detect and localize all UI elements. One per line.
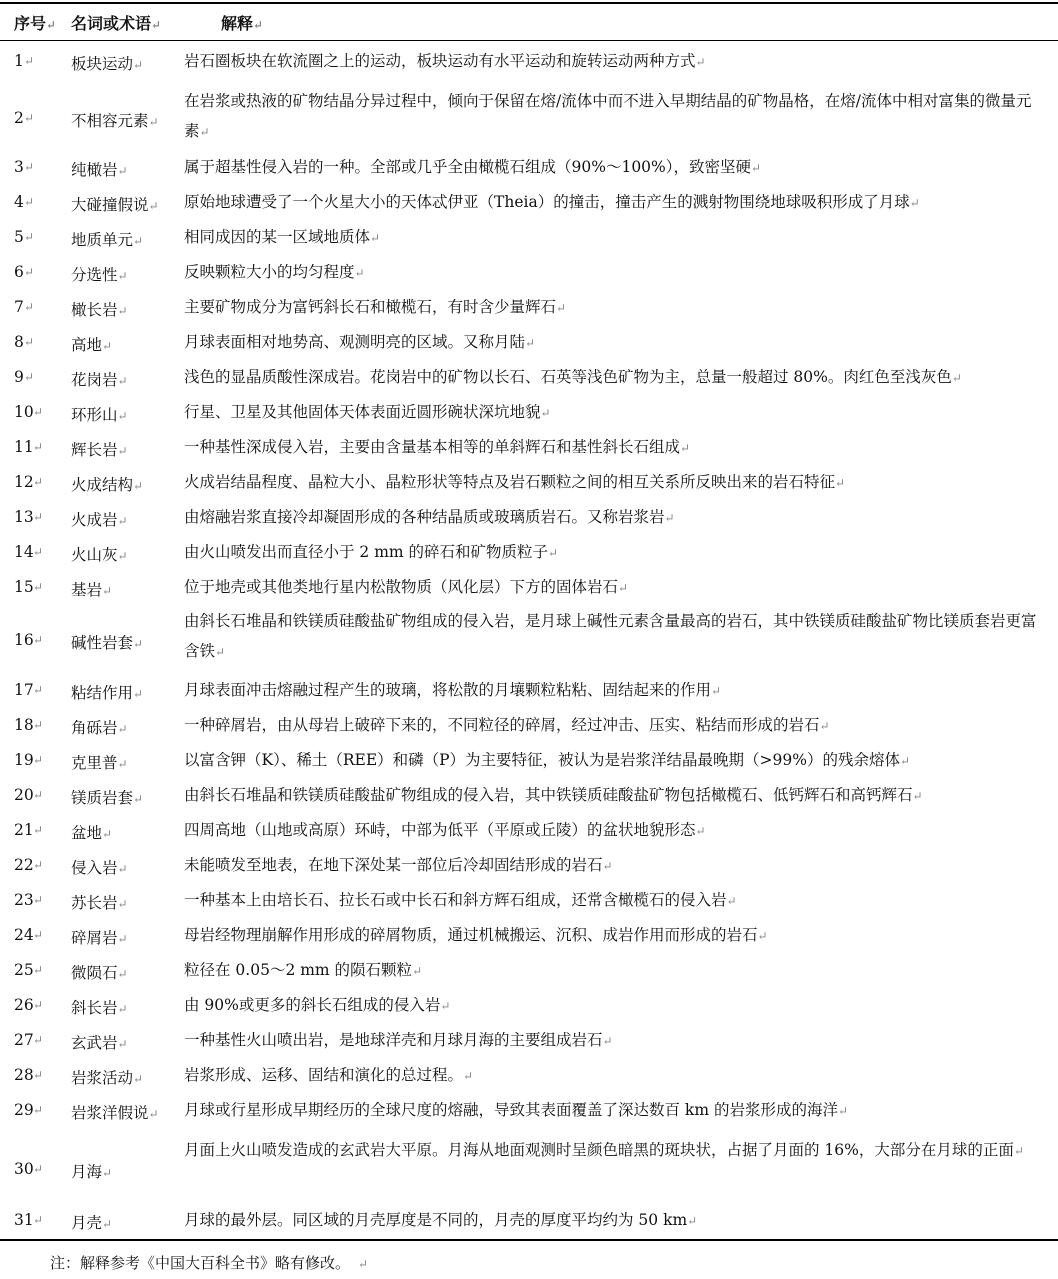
row-number: 31 — [14, 1211, 34, 1229]
row-definition — [184, 46, 1046, 77]
row-number: 30 — [14, 1160, 34, 1178]
paragraph-mark: ↵ — [687, 1214, 698, 1228]
row-number: 4 — [14, 193, 24, 211]
row-number: 16 — [14, 631, 34, 649]
row-term — [71, 1066, 143, 1088]
table-header-rule — [0, 40, 1058, 41]
paragraph-mark: ↵ — [540, 406, 551, 420]
paragraph-mark: ↵ — [117, 932, 128, 946]
paragraph-mark: ↵ — [117, 722, 128, 736]
row-term — [71, 578, 112, 600]
paragraph-mark: ↵ — [215, 645, 226, 659]
header-num: 序号↵ — [14, 14, 57, 33]
row-term — [71, 403, 128, 425]
table-row — [0, 222, 1058, 257]
definition-text: 主要矿物成分为富钙斜长石和橄榄石，有时含少量辉石 — [184, 298, 557, 316]
paragraph-mark: ↵ — [133, 1072, 144, 1086]
paragraph-mark: ↵ — [556, 301, 567, 315]
table-row — [0, 327, 1058, 362]
table-row — [0, 990, 1058, 1025]
paragraph-mark: ↵ — [33, 633, 44, 647]
row-term — [71, 193, 159, 215]
row-term — [71, 333, 112, 355]
row-definition — [184, 885, 1046, 916]
definition-text: 由熔融岩浆直接冷却凝固形成的各种结晶质或玻璃质岩石。又称岩浆岩 — [184, 508, 665, 526]
term-text: 盆地 — [71, 824, 103, 842]
table-row — [0, 955, 1058, 990]
table-row — [0, 710, 1058, 745]
row-definition — [184, 327, 1046, 358]
paragraph-mark: ↵ — [33, 1103, 44, 1117]
paragraph-mark: ↵ — [354, 266, 365, 280]
paragraph-mark: ↵ — [33, 1033, 44, 1047]
table-row — [0, 257, 1058, 292]
table-row — [0, 1060, 1058, 1095]
paragraph-mark: ↵ — [33, 998, 44, 1012]
table-row — [0, 187, 1058, 222]
paragraph-mark: ↵ — [24, 300, 35, 314]
paragraph-mark: ↵ — [148, 1107, 159, 1121]
definition-text: 位于地壳或其他类地行星内松散物质（风化层）下方的固体岩石 — [184, 578, 619, 596]
row-number: 29 — [14, 1101, 34, 1119]
row-definition — [184, 780, 1046, 811]
paragraph-mark: ↵ — [33, 475, 44, 489]
term-text: 克里普 — [71, 754, 118, 772]
term-text: 基岩 — [71, 581, 103, 599]
row-term — [71, 1031, 128, 1053]
table-row — [0, 885, 1058, 920]
paragraph-mark: ↵ — [695, 55, 706, 69]
table-row — [0, 152, 1058, 187]
paragraph-mark: ↵ — [711, 684, 722, 698]
definition-text: 未能喷发至地表，在地下深处某一部位后冷却固结形成的岩石 — [184, 856, 603, 874]
definition-text: 由斜长石堆晶和铁镁质硅酸盐矿物组成的侵入岩，其中铁镁质硅酸盐矿物包括橄榄石、低钙辉石和高钙辉石 — [184, 786, 913, 804]
table-row — [0, 608, 1058, 675]
term-text: 高地 — [71, 336, 103, 354]
paragraph-mark: ↵ — [33, 1068, 44, 1082]
definition-text: 岩石圈板块在软流圈之上的运动，板块运动有水平运动和旋转运动两种方式 — [184, 52, 696, 70]
row-definition — [184, 1205, 1046, 1236]
row-number: 15 — [14, 578, 34, 596]
row-term — [71, 681, 143, 703]
row-definition — [184, 990, 1046, 1021]
table-row — [0, 537, 1058, 572]
row-definition — [184, 152, 1046, 183]
row-term — [71, 473, 143, 495]
paragraph-mark: ↵ — [148, 199, 159, 213]
paragraph-mark: ↵ — [117, 269, 128, 283]
paragraph-mark: ↵ — [680, 441, 691, 455]
row-term — [71, 961, 128, 983]
paragraph-mark: ↵ — [33, 858, 44, 872]
row-term — [71, 926, 128, 948]
term-text: 岩浆活动 — [71, 1069, 134, 1087]
row-definition — [184, 920, 1046, 951]
row-definition — [184, 292, 1046, 323]
paragraph-mark: ↵ — [117, 374, 128, 388]
table-row — [0, 815, 1058, 850]
row-number: 1 — [14, 52, 24, 70]
row-definition — [184, 537, 1046, 568]
paragraph-mark: ↵ — [133, 479, 144, 493]
paragraph-mark: ↵ — [412, 964, 423, 978]
definition-text: 月面上火山喷发造成的玄武岩大平原。月海从地面观测时呈颜色暗黑的斑块状，占据了月面的 16%，大部分在月球的正面 — [184, 1141, 1014, 1159]
definition-text: 原始地球遭受了一个火星大小的天体忒伊亚（Theia）的撞击，撞击产生的溅射物围绕地球吸积形成了月球 — [184, 193, 910, 211]
term-text: 粘结作用 — [71, 684, 134, 702]
paragraph-mark: ↵ — [102, 827, 113, 841]
paragraph-mark: ↵ — [102, 1166, 113, 1180]
row-number: 21 — [14, 821, 34, 839]
paragraph-mark: ↵ — [726, 894, 737, 908]
paragraph-mark: ↵ — [117, 164, 128, 178]
table-row — [0, 362, 1058, 397]
definition-text: 月球的最外层。同区域的月壳厚度是不同的，月壳的厚度平均约为 50 km — [184, 1211, 688, 1229]
row-definition — [184, 572, 1046, 603]
row-term — [71, 263, 128, 285]
row-number: 5 — [14, 228, 24, 246]
paragraph-mark: ↵ — [133, 637, 144, 651]
table-row — [0, 467, 1058, 502]
paragraph-mark: ↵ — [102, 339, 113, 353]
row-definition — [184, 432, 1046, 463]
paragraph-mark: ↵ — [525, 336, 536, 350]
paragraph-mark: ↵ — [751, 161, 762, 175]
row-number: 14 — [14, 543, 34, 561]
term-text: 环形山 — [71, 406, 118, 424]
paragraph-mark: ↵ — [102, 1217, 113, 1231]
term-text: 岩浆洋假说 — [71, 1104, 149, 1122]
paragraph-mark: ↵ — [912, 789, 923, 803]
definition-text: 属于超基性侵入岩的一种。全部或几乎全由橄榄石组成（90%～100%），致密坚硬 — [184, 158, 752, 176]
paragraph-mark: ↵ — [117, 862, 128, 876]
paragraph-mark: ↵ — [148, 115, 159, 129]
paragraph-mark: ↵ — [133, 58, 144, 72]
paragraph-mark: ↵ — [24, 265, 35, 279]
paragraph-mark: ↵ — [900, 754, 911, 768]
paragraph-mark: ↵ — [548, 546, 559, 560]
paragraph-mark: ↵ — [33, 405, 44, 419]
paragraph-mark: ↵ — [117, 967, 128, 981]
row-number: 27 — [14, 1031, 34, 1049]
term-text: 不相容元素 — [71, 112, 149, 130]
definition-text: 反映颗粒大小的均匀程度 — [184, 263, 355, 281]
term-text: 碱性岩套 — [71, 634, 134, 652]
definition-text: 月球表面相对地势高、观测明亮的区域。又称月陆 — [184, 333, 526, 351]
paragraph-mark: ↵ — [370, 231, 381, 245]
row-definition — [184, 815, 1046, 846]
table-row — [0, 1205, 1058, 1240]
paragraph-mark: ↵ — [33, 1162, 44, 1176]
definition-text: 一种基本上由培长石、拉长石或中长石和斜方辉石组成，还常含橄榄石的侵入岩 — [184, 891, 727, 909]
paragraph-mark: ↵ — [33, 718, 44, 732]
paragraph-mark: ↵ — [819, 719, 830, 733]
paragraph-mark: ↵ — [117, 757, 128, 771]
paragraph-mark: ↵ — [951, 371, 962, 385]
row-number: 11 — [14, 438, 34, 456]
row-term — [71, 52, 143, 74]
paragraph-mark: ↵ — [33, 823, 44, 837]
row-definition — [184, 1060, 1046, 1091]
paragraph-mark: ↵ — [602, 1034, 613, 1048]
table-row — [0, 46, 1058, 81]
paragraph-mark: ↵ — [33, 545, 44, 559]
definition-text: 浅色的显晶质酸性深成岩。花岗岩中的矿物以长石、石英等浅色矿物为主，总量一般超过 80%。肉红色至浅灰色 — [184, 368, 952, 386]
definition-text: 岩浆形成、运移、固结和演化的总过程。 — [184, 1066, 464, 1084]
paragraph-mark: ↵ — [24, 230, 35, 244]
row-number: 26 — [14, 996, 34, 1014]
row-definition — [184, 710, 1046, 741]
table-row — [0, 850, 1058, 885]
header-def: 解释↵ — [221, 14, 264, 33]
row-number: 7 — [14, 298, 24, 316]
row-definition — [184, 850, 1046, 881]
row-number: 6 — [14, 263, 24, 281]
paragraph-mark: ↵ — [33, 788, 44, 802]
row-number: 3 — [14, 158, 24, 176]
row-term — [71, 438, 128, 460]
row-definition — [184, 955, 1046, 986]
paragraph-mark: ↵ — [33, 963, 44, 977]
table-row — [0, 502, 1058, 537]
paragraph-mark: ↵ — [24, 370, 35, 384]
table-header — [0, 0, 1058, 41]
row-term — [71, 996, 128, 1018]
definition-text: 由火山喷发出而直径小于 2 mm 的碎石和矿物质粒子 — [184, 543, 549, 561]
row-definition — [184, 362, 1046, 393]
table-row — [0, 572, 1058, 607]
paragraph-mark: ↵ — [24, 160, 35, 174]
row-definition — [184, 1025, 1046, 1056]
paragraph-mark: ↵ — [33, 440, 44, 454]
table-row — [0, 1095, 1058, 1137]
definition-text: 一种碎屑岩，由从母岩上破碎下来的，不同粒径的碎屑，经过冲击、压实、粘结而形成的岩石 — [184, 716, 820, 734]
paragraph-mark: ↵ — [33, 1213, 44, 1227]
paragraph-mark: ↵ — [33, 893, 44, 907]
paragraph-mark: ↵ — [117, 304, 128, 318]
row-term — [71, 543, 128, 565]
row-number: 22 — [14, 856, 34, 874]
table-row — [0, 397, 1058, 432]
paragraph-mark: ↵ — [618, 581, 629, 595]
paragraph-mark: ↵ — [117, 409, 128, 423]
row-term — [71, 821, 112, 843]
paragraph-mark: ↵ — [463, 1069, 474, 1083]
row-definition — [184, 1095, 1046, 1126]
definition-text: 由 90%或更多的斜长石组成的侵入岩 — [184, 996, 441, 1014]
row-term — [71, 298, 128, 320]
definition-text: 由斜长石堆晶和铁镁质硅酸盐矿物组成的侵入岩，是月球上碱性元素含量最高的岩石，其中铁镁质硅酸盐矿物比镁质套岩更富含铁 — [184, 612, 1037, 660]
paragraph-mark: ↵ — [24, 111, 35, 125]
paragraph-mark: ↵ — [117, 549, 128, 563]
paragraph-mark: ↵ — [33, 510, 44, 524]
row-number: 9 — [14, 368, 24, 386]
table-row — [0, 745, 1058, 780]
paragraph-mark: ↵ — [117, 1037, 128, 1051]
paragraph-mark: ↵ — [909, 196, 920, 210]
row-term — [71, 786, 143, 808]
term-text: 角砾岩 — [71, 719, 118, 737]
definition-text: 一种基性火山喷出岩，是地球洋壳和月球月海的主要组成岩石 — [184, 1031, 603, 1049]
row-definition — [184, 745, 1046, 776]
row-term — [71, 856, 128, 878]
row-term — [71, 109, 159, 131]
table-row — [0, 1137, 1058, 1205]
term-text: 镁质岩套 — [71, 789, 134, 807]
paragraph-mark: ↵ — [117, 1002, 128, 1016]
definition-text: 行星、卫星及其他固体天体表面近圆形碗状深坑地貌 — [184, 403, 541, 421]
term-text: 侵入岩 — [71, 859, 118, 877]
paragraph-mark: ↵ — [33, 580, 44, 594]
row-number: 13 — [14, 508, 34, 526]
paragraph-mark: ↵ — [24, 54, 35, 68]
paragraph-mark: ↵ — [835, 476, 846, 490]
row-term — [71, 751, 128, 773]
term-text: 玄武岩 — [71, 1034, 118, 1052]
paragraph-mark: ↵ — [133, 792, 144, 806]
row-number: 18 — [14, 716, 34, 734]
definition-text: 一种基性深成侵入岩，主要由含量基本相等的单斜辉石和基性斜长石组成 — [184, 438, 681, 456]
paragraph-mark: ↵ — [24, 195, 35, 209]
row-number: 12 — [14, 473, 34, 491]
row-number: 19 — [14, 751, 34, 769]
row-definition — [184, 187, 1046, 218]
row-definition — [184, 222, 1046, 253]
term-text: 斜长岩 — [71, 999, 118, 1017]
definition-text: 在岩浆或热液的矿物结晶分异过程中，倾向于保留在熔/流体中而不进入早期结晶的矿物晶格，在熔/流体中相对富集的微量元素 — [184, 92, 1032, 140]
term-text: 月海 — [71, 1163, 103, 1181]
row-term — [71, 631, 143, 653]
term-text: 月壳 — [71, 1214, 103, 1232]
row-number: 24 — [14, 926, 34, 944]
row-term — [71, 1160, 112, 1182]
paragraph-mark: ↵ — [24, 335, 35, 349]
paragraph-mark: ↵ — [1013, 1144, 1024, 1158]
paragraph-mark: ↵ — [695, 824, 706, 838]
row-number: 25 — [14, 961, 34, 979]
header-term: 名词或术语↵ — [71, 14, 162, 33]
definition-text: 月球表面冲击熔融过程产生的玻璃，将松散的月壤颗粒粘粘、固结起来的作用 — [184, 681, 712, 699]
term-text: 微陨石 — [71, 964, 118, 982]
definition-text: 月球或行星形成早期经历的全球尺度的熔融，导致其表面覆盖了深达数百 km 的岩浆形成的海洋 — [184, 1101, 838, 1119]
paragraph-mark: ↵ — [837, 1104, 849, 1118]
table-bottom-rule — [0, 1239, 1058, 1241]
table-row — [0, 88, 1058, 152]
table-row — [0, 292, 1058, 327]
table-row — [0, 920, 1058, 955]
definition-text: 火成岩结晶程度、晶粒大小、晶粒形状等特点及岩石颗粒之间的相互关系所反映出来的岩石特征 — [184, 473, 836, 491]
row-number: 2 — [14, 109, 24, 127]
term-text: 板块运动 — [71, 55, 134, 73]
term-text: 苏长岩 — [71, 894, 118, 912]
row-number: 23 — [14, 891, 34, 909]
row-definition — [184, 606, 1046, 667]
row-term — [71, 158, 128, 180]
row-definition — [184, 257, 1046, 288]
paragraph-mark: ↵ — [117, 514, 128, 528]
definition-text: 粒径在 0.05～2 mm 的陨石颗粒 — [184, 961, 413, 979]
row-term — [71, 891, 128, 913]
row-number: 28 — [14, 1066, 34, 1084]
row-term — [71, 508, 128, 530]
term-text: 分选性 — [71, 266, 118, 284]
paragraph-mark: ↵ — [33, 683, 44, 697]
row-number: 20 — [14, 786, 34, 804]
row-definition — [184, 502, 1046, 533]
footnote: 注：解释参考《中国大百科全书》略有修改。 ↵ — [50, 1254, 369, 1272]
term-text: 纯橄岩 — [71, 161, 118, 179]
paragraph-mark: ↵ — [117, 897, 128, 911]
paragraph-mark: ↵ — [440, 999, 451, 1013]
definition-text: 四周高地（山地或高原）环峙，中部为低平（平原或丘陵）的盆状地貌形态 — [184, 821, 696, 839]
table-row — [0, 780, 1058, 815]
row-term — [71, 1101, 159, 1123]
term-text: 火山灰 — [71, 546, 118, 564]
term-text: 橄长岩 — [71, 301, 118, 319]
paragraph-mark: ↵ — [133, 687, 144, 701]
definition-text: 以富含钾（K）、稀土（REE）和磷（P）为主要特征，被认为是岩浆洋结晶最晚期（>99%）的残余熔体 — [184, 751, 901, 769]
table-row — [0, 1025, 1058, 1060]
paragraph-mark: ↵ — [664, 511, 675, 525]
term-text: 花岗岩 — [71, 371, 118, 389]
term-text: 大碰撞假说 — [71, 196, 149, 214]
term-text: 碎屑岩 — [71, 929, 118, 947]
row-term — [71, 716, 128, 738]
term-text: 火成结构 — [71, 476, 134, 494]
paragraph-mark: ↵ — [602, 859, 613, 873]
row-number: 8 — [14, 333, 24, 351]
paragraph-mark: ↵ — [33, 753, 44, 767]
row-definition — [184, 86, 1046, 147]
row-term — [71, 1211, 112, 1233]
table-row — [0, 675, 1058, 710]
term-text: 地质单元 — [71, 231, 134, 249]
row-definition — [184, 675, 1046, 706]
term-text: 火成岩 — [71, 511, 118, 529]
row-definition — [184, 1135, 1046, 1166]
paragraph-mark: ↵ — [33, 928, 44, 942]
table-row — [0, 432, 1058, 467]
row-number: 10 — [14, 403, 34, 421]
row-term — [71, 368, 128, 390]
row-definition — [184, 397, 1046, 428]
definition-text: 母岩经物理崩解作用形成的碎屑物质，通过机械搬运、沉积、成岩作用而形成的岩石 — [184, 926, 758, 944]
paragraph-mark: ↵ — [117, 444, 128, 458]
paragraph-mark: ↵ — [102, 584, 113, 598]
paragraph-mark: ↵ — [199, 125, 210, 139]
row-number: 17 — [14, 681, 34, 699]
row-term — [71, 228, 143, 250]
row-definition — [184, 467, 1046, 498]
paragraph-mark: ↵ — [757, 929, 768, 943]
definition-text: 相同成因的某一区域地质体 — [184, 228, 371, 246]
paragraph-mark: ↵ — [133, 234, 144, 248]
term-text: 辉长岩 — [71, 441, 118, 459]
